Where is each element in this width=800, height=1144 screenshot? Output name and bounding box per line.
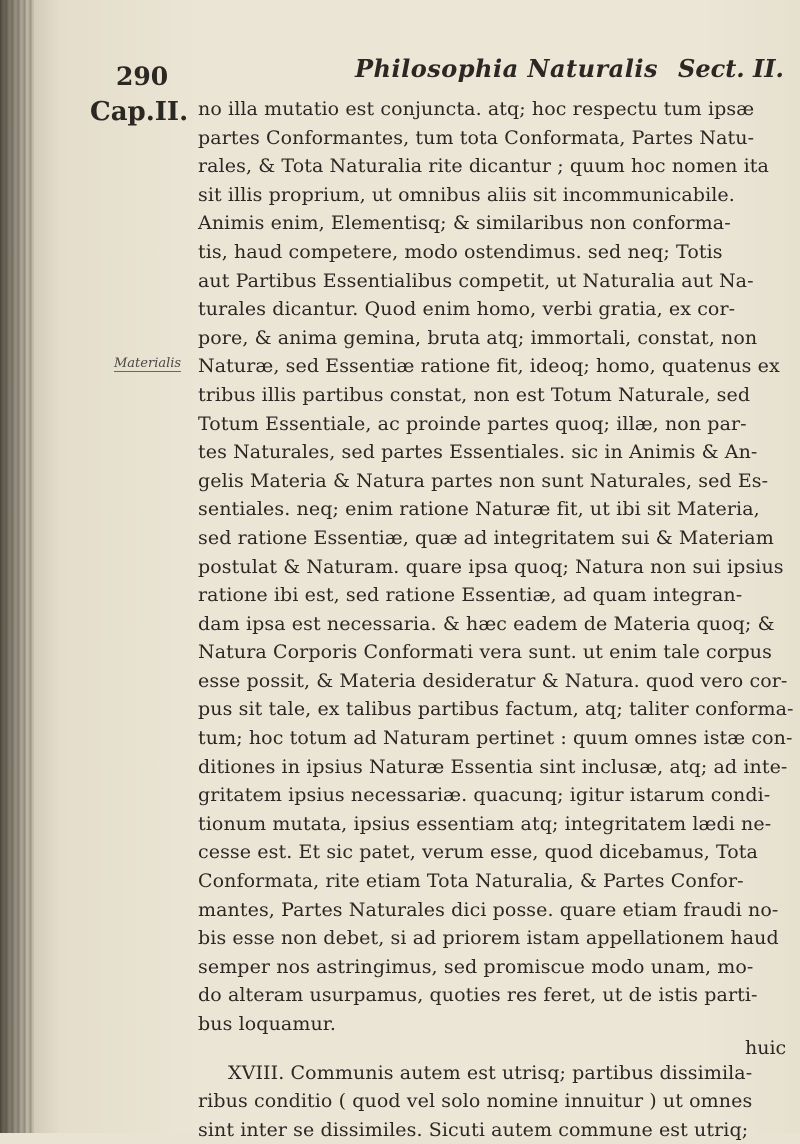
text-line: tum; hoc totum ad Naturam pertinet : quum omnes istæ con-	[198, 727, 793, 750]
text-line: esse possit, & Materia desideratur & Natura. quod vero cor-	[198, 669, 788, 692]
text-line: sint inter se dissimiles. Sicuti autem commune est utriq;	[198, 1118, 749, 1141]
text-line: tionum mutata, ipsius essentiam atq; integritatem lædi ne-	[198, 812, 772, 835]
page-number: 290	[116, 62, 169, 91]
text-line: XVIII. Communis autem est utrisq; partibus dissimila-	[228, 1061, 753, 1084]
text-line: sed ratione Essentiæ, quæ ad integritatem sui & Materiam	[198, 526, 774, 549]
text-line: semper nos astringimus, sed promiscue modo unam, mo-	[198, 955, 754, 978]
text-line: sit illis proprium, ut omnibus aliis sit incommunicabile.	[198, 183, 735, 206]
text-line: tribus illis partibus constat, non est Totum Naturale, sed	[198, 383, 751, 406]
text-line: pore, & anima gemina, bruta atq; immortali, constat, non	[198, 326, 758, 349]
text-line: tis, haud competere, modo ostendimus. sed neq; Totis	[198, 240, 723, 263]
text-line: rales, & Tota Naturalia rite dicantur ; quum hoc nomen ita	[198, 155, 769, 178]
paragraph-1	[198, 95, 798, 1039]
text-line: aut Partibus Essentialibus competit, ut Naturalia aut Na-	[198, 269, 754, 292]
text-line: turales dicantur. Quod enim homo, verbi gratia, ex cor-	[198, 298, 736, 321]
text-line: gritatem ipsius necessariæ. quacunq; igitur istarum condi-	[198, 784, 771, 807]
book-spine-shadow	[0, 0, 34, 1133]
text-line: bus loquamur.	[198, 1013, 337, 1035]
text-line: Natura Corporis Conformati vera sunt. ut enim tale corpus	[198, 641, 772, 664]
handwritten-margin-note: Materialis	[114, 356, 182, 371]
paragraph-gap	[198, 1039, 798, 1059]
chapter-label: Cap.II.	[90, 97, 189, 127]
page-header	[110, 50, 800, 90]
text-line: pus sit tale, ex talibus partibus factum, atq; taliter conforma-	[198, 698, 794, 721]
text-line: tes Naturales, sed partes Essentiales. sic in Animis & An-	[198, 441, 758, 464]
text-line: ribus conditio ( quod vel solo nomine innuitur ) ut omnes	[198, 1090, 753, 1113]
text-line: Conformata, rite etiam Tota Naturalia, & Partes Confor-	[198, 870, 744, 893]
text-line: postulat & Naturam. quare ipsa quoq; Natura non sui ipsius	[198, 555, 784, 578]
text-line: cesse est. Et sic patet, verum esse, quod dicebamus, Tota	[198, 841, 758, 864]
text-line: Animis enim, Elementisq; & similaribus non conforma-	[198, 212, 731, 235]
section-reference: Sect. II.	[678, 54, 784, 83]
text-line: do alteram usurpamus, quoties res feret, ut de istis parti-	[198, 984, 758, 1007]
catchword: huic	[745, 1037, 787, 1059]
text-line: Totum Essentiale, ac proinde partes quoq; illæ, non par-	[198, 412, 747, 435]
text-line: no illa mutatio est conjuncta. atq; hoc respectu tum ipsæ	[198, 98, 755, 120]
text-line: bis esse non debet, si ad priorem istam appellationem haud	[198, 927, 779, 950]
text-line: Naturæ, sed Essentiæ ratione fit, ideoq; homo, quatenus ex	[198, 355, 780, 378]
text-line: gelis Materia & Natura partes non sunt Naturales, sed Es-	[198, 469, 769, 492]
text-line: sentiales. neq; enim ratione Naturæ fit, ut ibi sit Materia,	[198, 498, 760, 521]
text-line: mantes, Partes Naturales dici posse. quare etiam fraudi no-	[198, 898, 779, 921]
text-line: dam ipsa est necessaria. & hæc eadem de Materia quoq; &	[198, 612, 775, 635]
text-line: ditiones in ipsius Naturæ Essentia sint inclusæ, atq; ad inte-	[198, 755, 788, 778]
body-text	[198, 95, 798, 1144]
text-line: ratione ibi est, sed ratione Essentiæ, ad quam integran-	[198, 584, 743, 607]
running-title: Philosophia Naturalis	[355, 54, 658, 83]
paragraph-2	[198, 1059, 798, 1144]
text-line: partes Conformantes, tum tota Conformata, Partes Natu-	[198, 126, 755, 149]
